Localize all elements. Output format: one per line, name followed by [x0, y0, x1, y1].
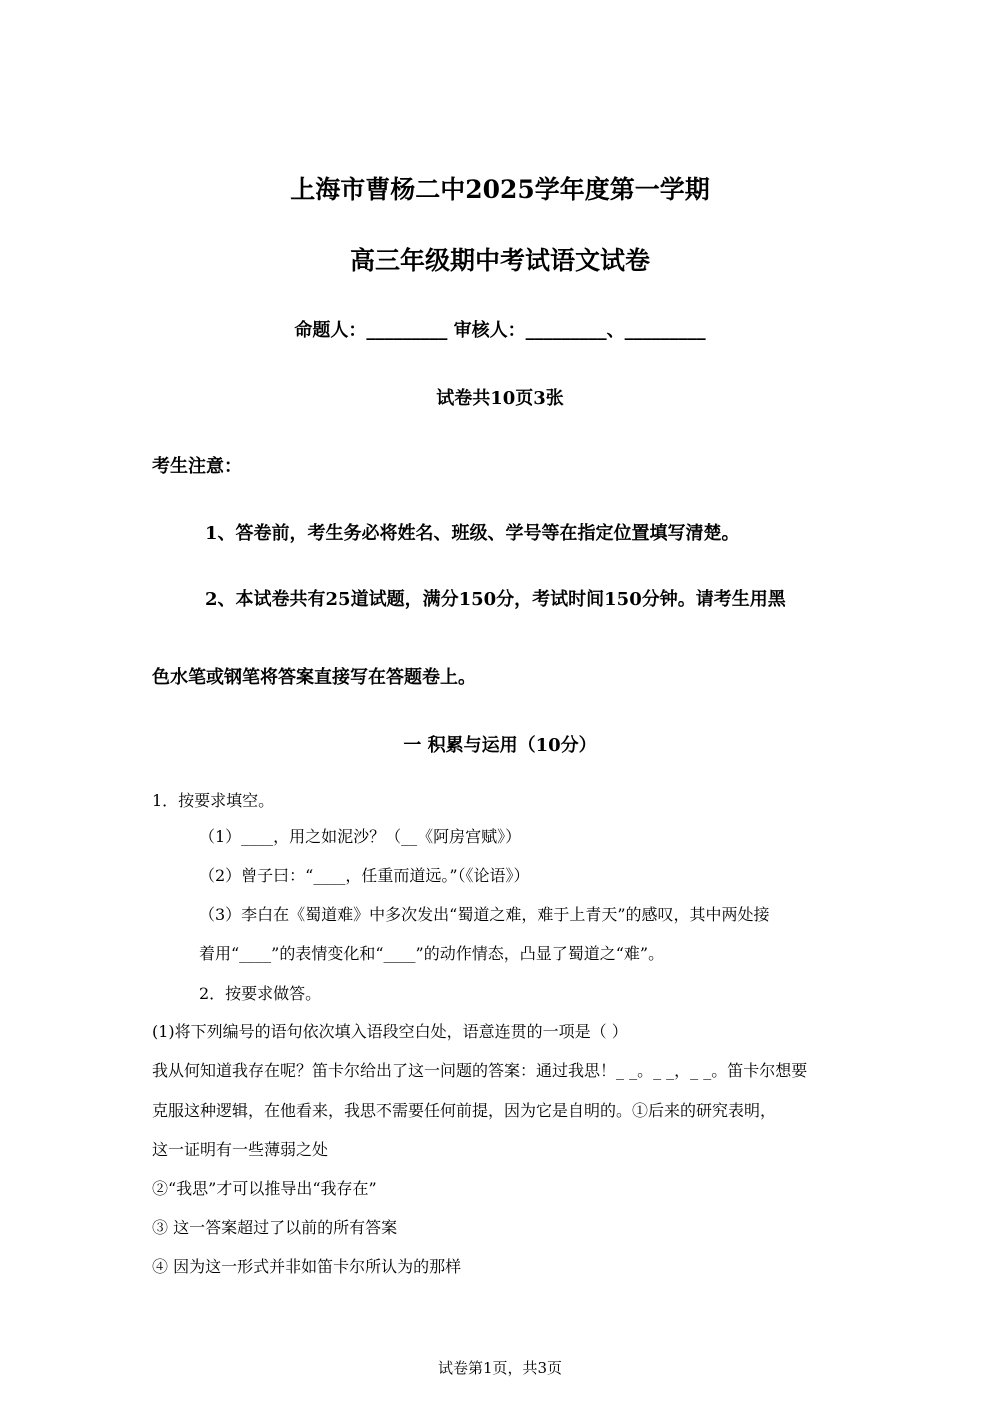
option-2: ②“我思”才可以推导出“我存在” [152, 1179, 377, 1198]
notice-item-2-line2: 色水笔或钢笔将答案直接写在答题卷上。 [152, 667, 476, 688]
option-3: ③ 这一答案超过了以前的所有答案 [152, 1218, 398, 1237]
question-1-stem: 1．按要求填空。 [152, 791, 275, 810]
question-1-item-3-line1: （3）李白在《蜀道难》中多次发出“蜀道之难，难于上青天”的感叹，其中两处接 [199, 905, 770, 924]
section1-heading: 一 积累与运用（10分） [403, 735, 597, 756]
passage-line-3: 这一证明有一些薄弱之处 [152, 1140, 329, 1159]
question-2-item-1: (1)将下列编号的语句依次填入语段空白处，语意连贯的一项是（ ） [152, 1022, 628, 1041]
exam-title-line1: 上海市曹杨二中2025学年度第一学期 [290, 175, 710, 204]
page-count-info: 试卷共10页3张 [436, 388, 564, 409]
question-1-item-1: （1）____，用之如泥沙？（__《阿房宫赋》） [199, 827, 522, 846]
notice-item-1: 1、答卷前，考生务必将姓名、班级、学号等在指定位置填写清楚。 [205, 523, 740, 544]
option-4: ④ 因为这一形式并非如笛卡尔所认为的那样 [152, 1257, 462, 1276]
exam-title-line2: 高三年级期中考试语文试卷 [349, 246, 650, 275]
question-2-stem: 2．按要求做答。 [199, 984, 322, 1003]
passage-line-1: 我从何知道我存在呢？笛卡尔给出了这一问题的答案：通过我思！_ _。_ _，_ _。笛卡尔想要 [152, 1061, 808, 1080]
authors-line: 命题人：_________ 审核人：_________、_________ [294, 320, 706, 341]
notice-item-2-line1: 2、本试卷共有25道试题，满分150分，考试时间150分钟。请考生用黑 [205, 589, 786, 610]
question-1-item-3-line2: 着用“____”的表情变化和“____”的动作情态，凸显了蜀道之“难”。 [199, 944, 665, 963]
notice-heading: 考生注意： [152, 456, 242, 477]
passage-line-2: 克服这种逻辑，在他看来，我思不需要任何前提，因为它是自明的。①后来的研究表明， [152, 1101, 777, 1120]
question-1-item-2: （2）曾子曰：“____，任重而道远。”（《论语》） [199, 866, 530, 885]
page-footer: 试卷第1页，共3页 [437, 1359, 563, 1377]
